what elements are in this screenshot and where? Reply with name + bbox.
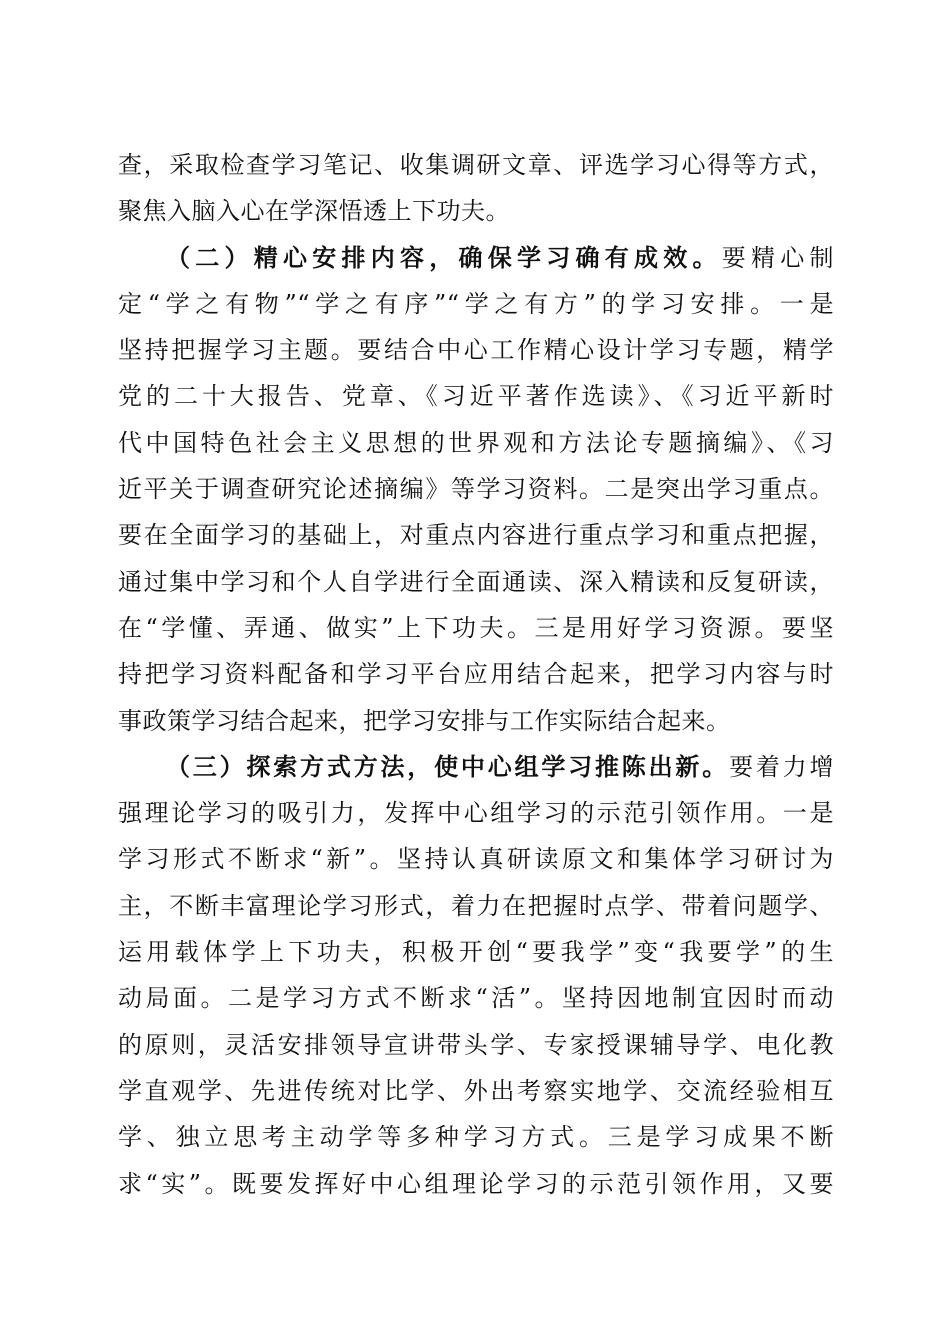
document-body: [118, 142, 834, 1207]
text-line: 代中国特色社会主义思想的世界观和方法论专题摘编》、《习: [118, 428, 834, 457]
text-line: 党的二十大报告、党章、《习近平著作选读》、《习近平新时: [118, 382, 834, 411]
text-line: 事政策学习结合起来，把学习安排与工作实际结合起来。: [118, 706, 731, 735]
section-heading: （二）精心安排内容，确保学习确有成效。: [166, 242, 722, 272]
text-line: 查，采取检查学习笔记、收集调研文章、评选学习心得等方式，: [118, 151, 834, 179]
text-line: 学习形式不断求“新”。坚持认真研读原文和集体学习研讨为: [118, 845, 834, 874]
text-line: 运用载体学上下功夫，积极开创“要我学”变“我要学”的生: [118, 938, 834, 967]
text-line: 动局面。二是学习方式不断求“活”。坚持因地制宜因时而动: [118, 984, 834, 1013]
text-line: 通过集中学习和个人自学进行全面通读、深入精读和反复研读，: [118, 567, 834, 596]
text-line: 近平关于调查研究论述摘编》等学习资料。二是突出学习重点。: [118, 475, 834, 504]
text-line: 学、独立思考主动学等多种学习方式。三是学习成果不断: [118, 1123, 834, 1152]
text-run: 要着力增: [729, 752, 834, 781]
text-line: 要在全面学习的基础上，对重点内容进行重点学习和重点把握，: [118, 521, 834, 550]
text-line: 强理论学习的吸引力，发挥中心组学习的示范引领作用。一是: [118, 799, 834, 828]
paragraph-first-line: [118, 744, 834, 790]
text-line: 聚焦入脑入心在学深悟透上下功夫。: [118, 197, 510, 226]
text-line: 在“学懂、弄通、做实”上下功夫。三是用好学习资源。要坚: [118, 613, 834, 642]
text-run: 要精心制: [721, 243, 834, 272]
text-line: 持把学习资料配备和学习平台应用结合起来，把学习内容与时: [118, 660, 834, 689]
text-line: 的原则，灵活安排领导宣讲带头学、专家授课辅导学、电化教: [118, 1030, 834, 1059]
text-line: 学直观学、先进传统对比学、外出考察实地学、交流经验相互: [118, 1076, 834, 1105]
section-heading: （三）探索方式方法，使中心组学习推陈出新。: [166, 751, 730, 781]
text-line: 坚持把握学习主题。要结合中心工作精心设计学习专题，精学: [118, 336, 834, 365]
text-line: 定“学之有物”“学之有序”“学之有方”的学习安排。一是: [118, 289, 834, 318]
paragraph-first-line: [118, 235, 834, 281]
text-line: 主，不断丰富理论学习形式，着力在把握时点学、带着问题学、: [118, 891, 834, 920]
text-line: 求“实”。既要发挥好中心组理论学习的示范引领作用，又要: [118, 1169, 834, 1198]
